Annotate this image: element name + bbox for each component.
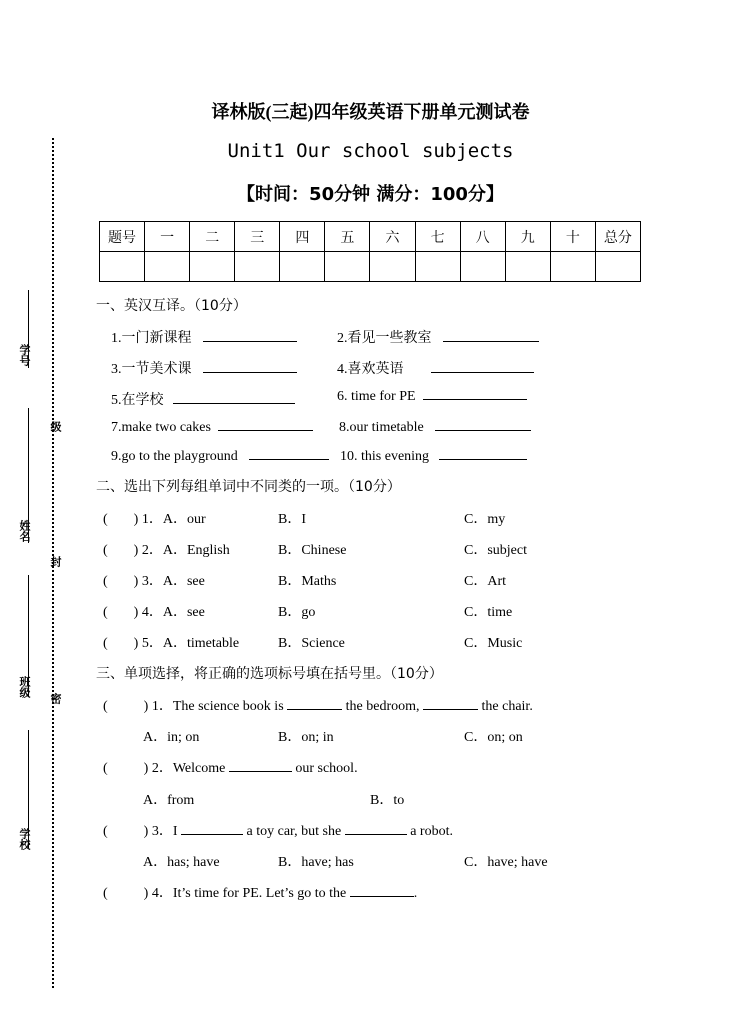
section2-heading: 二、选出下列每组单词中不同类的一项。（10分） [96, 479, 401, 495]
s1-item-5 [111, 389, 295, 409]
answer-blank[interactable] [443, 340, 539, 342]
s3-q3-option-c: C．have; have [464, 855, 548, 870]
score-header-cell: 六 [370, 222, 415, 252]
s1-item-text: 4.喜欢英语 [337, 362, 404, 377]
answer-blank[interactable] [181, 833, 243, 835]
s2-question-3 [103, 570, 205, 590]
s3-question-3 [103, 820, 453, 840]
s1-item-4 [337, 358, 534, 378]
score-cell[interactable] [595, 252, 640, 282]
paren-close: ) [143, 761, 149, 776]
score-header-cell: 七 [415, 222, 460, 252]
score-cell[interactable] [415, 252, 460, 282]
s3-q3-option-a: A．has; have [143, 855, 220, 870]
paren-open: ( [103, 636, 108, 651]
stem-text: our school. [295, 761, 358, 776]
answer-blank[interactable] [431, 371, 534, 373]
school-label: 学校 [18, 828, 31, 850]
s3-q1-option-b: B．on; in [278, 730, 334, 745]
option-a: 2．A．English [141, 543, 230, 558]
paren-close: ) [133, 605, 139, 620]
paren-close: ) [133, 543, 139, 558]
paren-open: ( [103, 761, 108, 776]
paren-close: ) [133, 512, 139, 527]
stem-text: 4．It’s time for PE. Let’s go to the [151, 886, 347, 901]
seal-char-1: 级 [49, 421, 62, 432]
s3-q2-option-b: B．to [370, 793, 405, 808]
score-header-cell: 八 [460, 222, 505, 252]
stem-text: a robot. [410, 824, 453, 839]
answer-blank[interactable] [423, 708, 478, 710]
score-cell[interactable] [145, 252, 190, 282]
paren-open: ( [103, 605, 108, 620]
paren-close: ) [143, 824, 149, 839]
score-cell[interactable] [370, 252, 415, 282]
s2-q5-option-b: B．Science [278, 636, 345, 651]
score-cell[interactable] [190, 252, 235, 282]
unit-title: Unit1 Our school subjects [227, 140, 514, 162]
paren-open: ( [103, 824, 108, 839]
s1-item-1 [111, 327, 297, 347]
answer-blank[interactable] [229, 770, 292, 772]
option-a: 1．A．our [141, 512, 206, 527]
seal-char-2: 封 [49, 556, 62, 567]
s1-item-text: 6. time for PE [337, 389, 416, 404]
answer-blank[interactable] [218, 429, 313, 431]
s2-q4-option-b: B．go [278, 605, 316, 620]
answer-blank[interactable] [203, 371, 297, 373]
paren-open: ( [103, 543, 108, 558]
score-cell[interactable] [280, 252, 325, 282]
score-header-cell: 题号 [100, 222, 145, 252]
answer-blank[interactable] [173, 402, 295, 404]
time-info: 【时间：50分钟 满分：100分】 [237, 184, 504, 205]
s1-item-text: 2.看见一些教室 [337, 331, 432, 346]
paren-open: ( [103, 886, 108, 901]
score-cell[interactable] [235, 252, 280, 282]
paren-open: ( [103, 574, 108, 589]
s1-item-text: 8.our timetable [339, 420, 424, 435]
s2-q3-option-b: B．Maths [278, 574, 337, 589]
paren-open: ( [103, 512, 108, 527]
paren-close: ) [133, 636, 139, 651]
s3-question-4 [103, 882, 417, 902]
stem-text: . [413, 886, 418, 901]
answer-blank[interactable] [287, 708, 342, 710]
answer-blank[interactable] [203, 340, 297, 342]
s1-item-text: 1.一门新课程 [111, 331, 192, 346]
student-no-label: 学号 [18, 344, 31, 366]
score-header-cell: 十 [550, 222, 595, 252]
section3-heading: 三、单项选择，将正确的选项标号填在括号里。（10分） [96, 666, 443, 682]
s1-item-10 [340, 449, 527, 465]
s3-q1-option-c: C．on; on [464, 730, 523, 745]
stem-text: 2．Welcome [151, 761, 226, 776]
s1-item-text: 3.一节美术课 [111, 362, 192, 377]
paren-close: ) [143, 886, 149, 901]
score-cell[interactable] [460, 252, 505, 282]
answer-blank[interactable] [249, 458, 329, 460]
score-header-cell: 三 [235, 222, 280, 252]
s1-item-8 [339, 420, 531, 436]
section1-heading: 一、英汉互译。（10分） [96, 298, 247, 314]
stem-text: 3．I [151, 824, 178, 839]
s1-item-6 [337, 389, 527, 405]
option-a: 5．A．timetable [141, 636, 240, 651]
stem-text: the chair. [481, 699, 533, 714]
s2-q1-option-b: B．I [278, 512, 306, 527]
s1-item-text: 5.在学校 [111, 393, 164, 408]
s3-q1-option-a: A．in; on [143, 730, 200, 745]
stem-text: 1．The science book is [151, 699, 284, 714]
s3-question-2 [103, 757, 358, 777]
score-cell[interactable] [505, 252, 550, 282]
paren-open: ( [103, 699, 108, 714]
paper-title: 译林版(三起)四年级英语下册单元测试卷 [211, 102, 530, 122]
score-header-cell: 二 [190, 222, 235, 252]
s1-item-text: 9.go to the playground [111, 449, 238, 464]
option-a: 3．A．see [141, 574, 205, 589]
s1-item-text: 10. this evening [340, 449, 430, 464]
score-header-cell: 四 [280, 222, 325, 252]
score-header-cell: 总分 [595, 222, 640, 252]
seal-char-3: 密 [49, 693, 62, 704]
s3-q2-option-a: A．from [143, 793, 195, 808]
s2-q2-option-c: C．subject [464, 543, 527, 558]
score-header-cell: 一 [145, 222, 190, 252]
s2-q4-option-c: C．time [464, 605, 513, 620]
option-a: 4．A．see [141, 605, 205, 620]
score-header-cell: 九 [505, 222, 550, 252]
s1-item-3 [111, 358, 297, 378]
s2-question-5 [103, 632, 239, 652]
score-cell[interactable] [100, 252, 145, 282]
stem-text: a toy car, but she [246, 824, 342, 839]
s2-question-4 [103, 601, 205, 621]
answer-blank[interactable] [350, 895, 414, 897]
score-table [99, 221, 641, 282]
answer-blank[interactable] [439, 458, 527, 460]
paren-close: ) [133, 574, 139, 589]
answer-blank[interactable] [435, 429, 531, 431]
paren-close: ) [143, 699, 149, 714]
s1-item-9 [111, 449, 329, 465]
score-cell[interactable] [550, 252, 595, 282]
s2-q3-option-c: C．Art [464, 574, 506, 589]
s1-item-2 [337, 327, 539, 347]
stem-text: the bedroom, [345, 699, 420, 714]
s1-item-7 [111, 420, 313, 436]
s3-question-1 [103, 695, 533, 715]
name-label: 姓名 [18, 520, 31, 542]
s2-question-2 [103, 539, 230, 559]
s3-q3-option-b: B．have; has [278, 855, 354, 870]
class-label: 班级 [18, 676, 31, 698]
s2-question-1 [103, 508, 206, 528]
score-cell[interactable] [325, 252, 370, 282]
s2-q2-option-b: B．Chinese [278, 543, 347, 558]
score-header-row [100, 222, 641, 252]
score-header-cell: 五 [325, 222, 370, 252]
s2-q1-option-c: C．my [464, 512, 506, 527]
s1-item-text: 7.make two cakes [111, 420, 211, 435]
answer-blank[interactable] [345, 833, 407, 835]
answer-blank[interactable] [423, 398, 527, 400]
score-entry-row [100, 252, 641, 282]
s2-q5-option-c: C．Music [464, 636, 523, 651]
